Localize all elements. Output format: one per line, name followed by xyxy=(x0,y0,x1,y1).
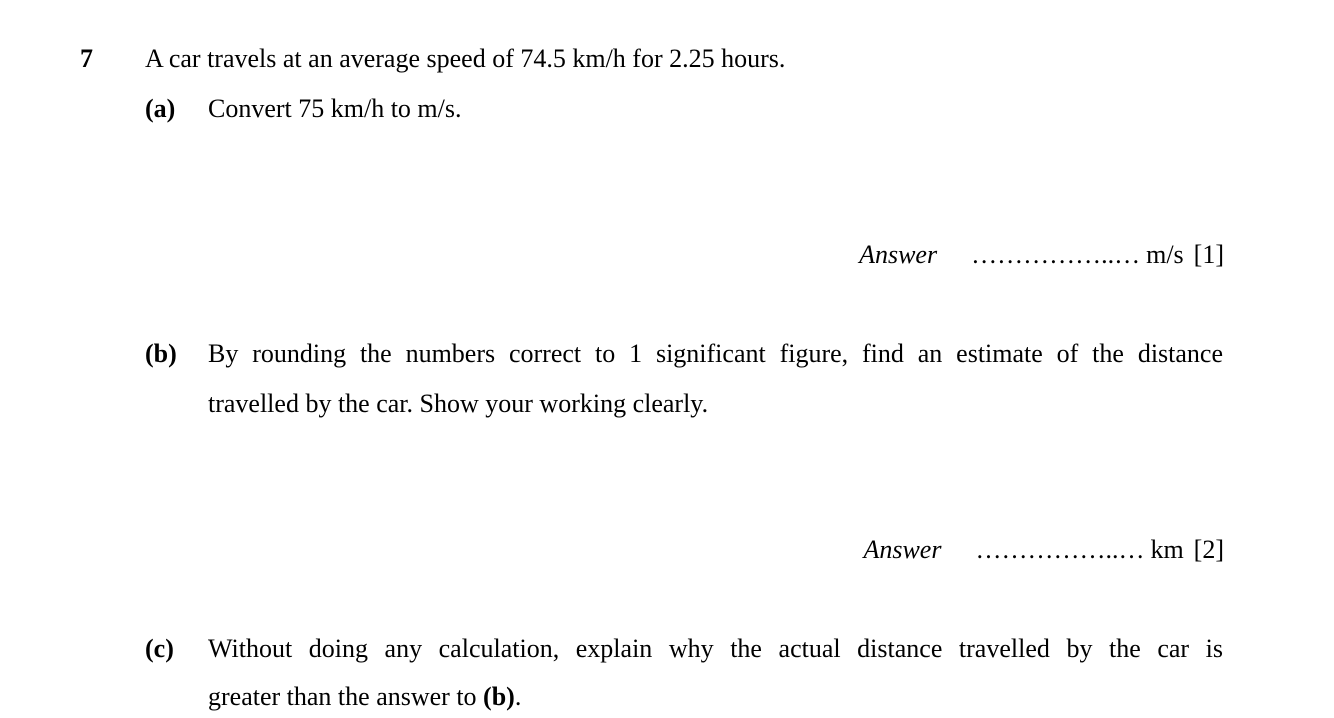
part-b-unit: km xyxy=(1150,535,1184,564)
part-a-answer-line xyxy=(859,240,1224,270)
part-a-label: (a) xyxy=(145,94,176,123)
part-a-answer-blank[interactable]: ……………..… xyxy=(971,240,1141,269)
part-c-text-line2 xyxy=(208,682,521,712)
part-b-text-line2: travelled by the car. Show your working clearly. xyxy=(208,389,709,418)
part-b-marks: [2] xyxy=(1193,535,1224,564)
part-c-reference: (b) xyxy=(483,682,515,711)
part-c-text-line1: Without doing any calculation, explain why the actual distance travelled by the car is xyxy=(208,634,1223,663)
question-stem: A car travels at an average speed of 74.5 km/h for 2.25 hours. xyxy=(145,44,786,73)
question-number: 7 xyxy=(80,44,93,73)
part-b-answer-word: Answer xyxy=(863,535,942,564)
part-a-text: Convert 75 km/h to m/s. xyxy=(208,94,462,123)
part-a-unit: m/s xyxy=(1146,240,1184,269)
part-b-answer-line xyxy=(863,535,1224,565)
part-b-answer-blank[interactable]: ……………..… xyxy=(975,535,1145,564)
part-a-marks: [1] xyxy=(1193,240,1224,269)
part-a-answer-word: Answer xyxy=(859,240,938,269)
part-b-text-line1: By rounding the numbers correct to 1 significant figure, find an estimate of the distance xyxy=(208,339,1223,368)
part-c-text-line2-prefix: greater than the answer to xyxy=(208,682,477,711)
part-b-label: (b) xyxy=(145,339,177,368)
part-c-text-line2-suffix: . xyxy=(514,682,522,711)
part-c-label: (c) xyxy=(145,634,174,663)
